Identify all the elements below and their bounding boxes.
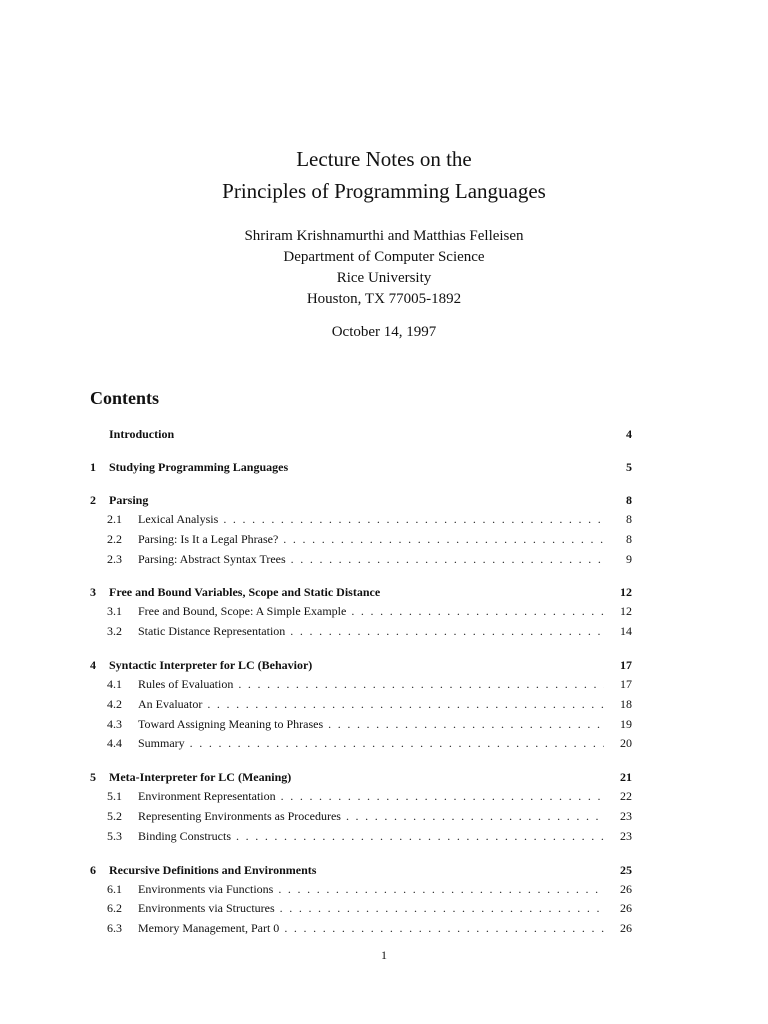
toc-subsection-page: 17 — [620, 676, 632, 691]
toc-section-number: 4 — [90, 657, 96, 672]
toc-leader-dots — [275, 899, 604, 919]
toc-subsection-number: 2.1 — [107, 512, 122, 526]
toc-subsection-entry[interactable] — [90, 807, 632, 827]
toc-section-title: Meta-Interpreter for LC (Meaning) — [109, 770, 292, 785]
toc-section — [90, 655, 632, 754]
toc-section-title: Recursive Definitions and Environments — [109, 862, 317, 877]
toc-section-page: 8 — [626, 493, 632, 507]
toc-subsection-title: Environment Representation — [138, 789, 276, 804]
toc-subsection-number: 4.2 — [107, 696, 122, 711]
toc-subsection-number: 5.2 — [107, 808, 122, 823]
toc-leader-dots — [185, 734, 604, 754]
document-date: October 14, 1997 — [331, 324, 437, 340]
toc-subsection-number: 6.1 — [107, 881, 122, 896]
toc-leader-dots — [273, 880, 604, 900]
toc-leader-dots — [231, 827, 604, 847]
toc-subsection-page: 8 — [626, 512, 632, 526]
toc-leader-dots — [285, 622, 604, 642]
toc-leader-dots — [202, 695, 604, 715]
toc-subsection-number: 3.1 — [107, 604, 122, 619]
toc-leader-dots — [278, 530, 604, 550]
toc-subsection-page: 9 — [626, 551, 632, 566]
toc-section-number: 6 — [90, 862, 96, 877]
toc-section-heading[interactable] — [90, 582, 632, 602]
toc-subsection-title: Parsing: Is It a Legal Phrase? — [138, 531, 279, 546]
toc-subsection-page: 26 — [620, 881, 632, 896]
toc-leader-dots — [286, 550, 604, 570]
toc-section-number: 3 — [90, 585, 96, 600]
author-block — [0, 226, 768, 310]
title-line-2: Principles of Programming Languages — [222, 179, 546, 203]
toc-subsection-title: Environments via Functions — [138, 881, 274, 896]
toc-subsection-number: 4.4 — [107, 736, 122, 751]
toc-section-title: Studying Programming Languages — [109, 460, 289, 474]
toc-section-heading[interactable] — [90, 860, 632, 880]
toc-leader-dots — [276, 787, 604, 807]
toc-section-page: 17 — [620, 657, 632, 672]
toc-subsection-number: 5.3 — [107, 828, 122, 843]
toc-section-page: 12 — [620, 585, 632, 600]
document-title — [0, 143, 768, 207]
toc-subsection-title: Free and Bound, Scope: A Simple Example — [138, 604, 347, 619]
toc-subsection-number: 2.2 — [107, 531, 122, 546]
toc-section — [90, 490, 632, 569]
toc-section-heading[interactable] — [90, 490, 632, 510]
toc-subsection-entry[interactable] — [90, 734, 632, 754]
toc-section-page: 5 — [626, 460, 632, 474]
toc-subsection-number: 4.1 — [107, 676, 122, 691]
toc-subsection-entry[interactable] — [90, 899, 632, 919]
toc-section-number — [90, 424, 109, 444]
toc-subsection-title: Summary — [138, 736, 185, 751]
toc-subsection-page: 23 — [620, 808, 632, 823]
toc-subsection-page: 26 — [620, 901, 632, 916]
toc-subsection-number: 5.1 — [107, 789, 122, 804]
toc-subsection-title: Rules of Evaluation — [138, 676, 234, 691]
toc-section-number: 5 — [90, 770, 96, 785]
toc-section-title: Introduction — [109, 427, 175, 441]
toc-subsection-page: 20 — [620, 736, 632, 751]
toc-subsection-title: Representing Environments as Procedures — [138, 808, 341, 823]
toc-subsection-title: Environments via Structures — [138, 901, 275, 916]
toc-subsection-page: 22 — [620, 789, 632, 804]
author-university: Rice University — [336, 270, 432, 286]
toc-leader-dots — [346, 602, 604, 622]
toc-subsection-title: Static Distance Representation — [138, 624, 286, 639]
toc-section — [90, 767, 632, 846]
toc-subsection-number: 6.3 — [107, 921, 122, 936]
toc-subsection-number: 2.3 — [107, 551, 122, 566]
toc-section-title: Parsing — [109, 493, 149, 507]
toc-subsection-entry[interactable] — [90, 695, 632, 715]
page-number: 1 — [381, 948, 387, 962]
toc-section-heading[interactable] — [90, 424, 632, 444]
toc-subsection-number: 4.3 — [107, 716, 122, 731]
toc-section — [90, 860, 632, 939]
toc-section — [90, 424, 632, 444]
toc-subsection-entry[interactable] — [90, 787, 632, 807]
toc-subsection-title: Parsing: Abstract Syntax Trees — [138, 551, 286, 566]
toc-subsection-entry[interactable] — [90, 675, 632, 695]
toc-leader-dots — [233, 675, 604, 695]
toc-subsection-entry[interactable] — [90, 827, 632, 847]
table-of-contents — [90, 424, 632, 952]
toc-subsection-page: 18 — [620, 696, 632, 711]
toc-section-number: 2 — [90, 493, 96, 507]
toc-section-heading[interactable] — [90, 767, 632, 787]
toc-section-page: 25 — [620, 862, 632, 877]
toc-leader-dots — [323, 715, 604, 735]
toc-subsection-entry[interactable] — [90, 550, 632, 570]
toc-subsection-title: An Evaluator — [138, 696, 203, 711]
toc-subsection-title: Lexical Analysis — [138, 512, 219, 526]
toc-section-page: 21 — [620, 770, 632, 785]
contents-heading: Contents — [90, 388, 160, 408]
author-department: Department of Computer Science — [283, 249, 485, 265]
toc-subsection-title: Binding Constructs — [138, 828, 232, 843]
toc-subsection-page: 8 — [626, 531, 632, 546]
author-names: Shriram Krishnamurthi and Matthias Felleisen — [244, 228, 524, 244]
toc-subsection-number: 6.2 — [107, 901, 122, 916]
toc-subsection-page: 19 — [620, 716, 632, 731]
toc-subsection-entry[interactable] — [90, 919, 632, 939]
toc-subsection-page: 14 — [620, 624, 632, 639]
toc-subsection-page: 23 — [620, 828, 632, 843]
toc-subsection-title: Toward Assigning Meaning to Phrases — [138, 716, 324, 731]
toc-subsection-entry[interactable] — [90, 622, 632, 642]
toc-section-number: 1 — [90, 460, 96, 474]
toc-subsection-entry[interactable] — [90, 602, 632, 622]
toc-leader-dots — [218, 510, 604, 530]
toc-section — [90, 457, 632, 477]
toc-section-title: Free and Bound Variables, Scope and Static Distance — [109, 585, 381, 600]
toc-subsection-entry[interactable] — [90, 715, 632, 735]
title-line-1: Lecture Notes on the — [296, 147, 472, 171]
toc-section-heading[interactable] — [90, 655, 632, 675]
toc-section-title: Syntactic Interpreter for LC (Behavior) — [109, 657, 313, 672]
toc-subsection-entry[interactable] — [90, 530, 632, 550]
toc-subsection-entry[interactable] — [90, 880, 632, 900]
toc-subsection-title: Memory Management, Part 0 — [138, 921, 280, 936]
toc-subsection-number: 3.2 — [107, 624, 122, 639]
toc-section — [90, 582, 632, 642]
toc-section-page: 4 — [626, 427, 632, 441]
toc-subsection-page: 26 — [620, 921, 632, 936]
toc-subsection-page: 12 — [620, 604, 632, 619]
toc-leader-dots — [279, 919, 604, 939]
toc-section-heading[interactable] — [90, 457, 632, 477]
toc-subsection-entry[interactable] — [90, 510, 632, 530]
toc-leader-dots — [341, 807, 604, 827]
author-location: Houston, TX 77005-1892 — [306, 291, 462, 307]
